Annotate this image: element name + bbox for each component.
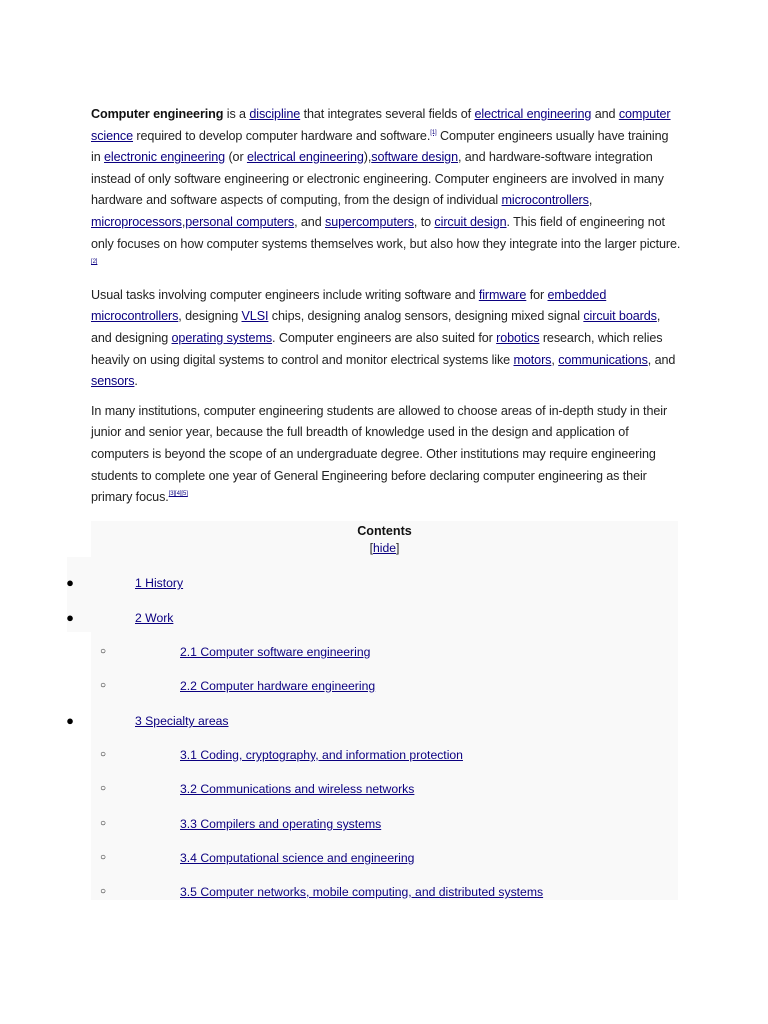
bullet-circle-icon: ○ [99,886,107,897]
link-circuit-boards[interactable]: circuit boards [583,309,657,324]
bullet-circle-icon: ○ [99,749,107,760]
toc-link-software-engineering[interactable]: 2.1 Computer software engineering [180,645,371,659]
text: . Computer engineers are also suited for [272,330,497,345]
citation-1[interactable]: [1] [430,129,437,136]
bracket-open: [ [369,541,373,555]
bullet-disc-icon: ● [66,713,74,728]
article-term: Computer engineering [91,107,224,121]
link-electrical-engineering[interactable]: electrical engineering [474,107,592,121]
bullet-circle-icon: ○ [99,818,107,829]
text: , [181,214,186,229]
toc-hide-toggle [91,539,678,557]
text: Computer engineers usually have training in [91,128,669,165]
text: is a [223,107,250,121]
text: , to [413,214,435,229]
link-microprocessors[interactable]: microprocessors [91,214,182,229]
text: , [551,352,559,367]
text: , designing [178,309,242,324]
toc-link-work[interactable]: 2 Work [135,611,174,625]
link-discipline[interactable]: discipline [249,107,301,121]
bullet-disc-icon: ● [66,575,74,590]
citation-2[interactable]: [2] [91,259,98,266]
bullet-circle-icon: ○ [99,783,107,794]
toc-link-specialty-areas[interactable]: 3 Specialty areas [135,714,229,728]
article-body [91,104,681,517]
bullet-disc-icon: ● [66,610,74,625]
toc-link-compilers-os[interactable]: 3.3 Compilers and operating systems [180,817,382,831]
toc-link-networks-mobile[interactable]: 3.5 Computer networks, mobile computing, and distributed systems [180,885,544,899]
link-microcontrollers-2[interactable]: microcontrollers [91,309,179,324]
link-communications[interactable]: communications [558,352,648,367]
toc-link-coding-cryptography[interactable]: 3.1 Coding, cryptography, and information protection [180,748,463,762]
text: (or [225,150,247,165]
text: for [526,287,548,302]
text: that integrates several fields of [300,107,475,121]
text: , and [647,352,676,367]
bracket-close: ] [396,541,400,555]
link-vlsi[interactable]: VLSI [241,309,269,324]
link-embedded[interactable]: embedded [547,287,607,302]
link-circuit-design[interactable]: circuit design [434,214,507,229]
text: Usual tasks involving computer engineers include writing software and [91,287,479,302]
link-motors[interactable]: motors [513,352,552,367]
text: . This field of engineering not only focuses on how computer systems themselves work, but also how they integrate into the larger picture. [91,214,681,251]
text: required to develop computer hardware and software. [133,128,431,143]
link-operating-systems[interactable]: operating systems [171,330,273,345]
toc-link-hardware-engineering[interactable]: 2.2 Computer hardware engineering [180,679,376,693]
text: , [588,193,593,208]
link-electrical-engineering-2[interactable]: electrical engineering [246,150,364,165]
bullet-circle-icon: ○ [99,646,107,657]
link-firmware[interactable]: firmware [478,287,527,302]
bullet-circle-icon: ○ [99,680,107,691]
link-supercomputers[interactable]: supercomputers [325,214,414,229]
link-software-design[interactable]: software design [371,150,458,165]
toc-link-computational-science[interactable]: 3.4 Computational science and engineering [180,851,415,865]
link-electronic-engineering[interactable]: electronic engineering [104,150,226,165]
institutions-paragraph [91,401,681,509]
text: . [134,374,138,389]
text: and [591,107,619,121]
toc-link-communications-wireless[interactable]: 3.2 Communications and wireless networks [180,782,415,796]
link-robotics[interactable]: robotics [496,330,540,345]
tasks-paragraph [91,285,681,393]
intro-paragraph [91,104,681,277]
link-sensors[interactable]: sensors [91,374,135,389]
text: research, which relies heavily on using digital systems to control and monitor electrical systems like [91,330,663,367]
toc-hide-link[interactable]: hide [372,541,397,555]
text: , and hardware-software integration instead of only software engineering or electronic engineering. Computer engineers are involved in many hardware and software aspects of computing, from the design of individual [91,150,664,208]
bullet-circle-icon: ○ [99,852,107,863]
citation-3-5[interactable]: [3][4][5] [168,491,188,498]
link-computer-science[interactable]: computer science [91,107,671,143]
text: , and designing [91,309,661,345]
link-personal-computers[interactable]: personal computers [185,214,295,229]
text: ), [363,150,372,165]
text: chips, designing analog sensors, designing mixed signal [268,309,584,324]
text: In many institutions, computer engineering students are allowed to choose areas of in-depth study in their junior and senior year, because the full breadth of knowledge used in the design and application of computers is beyond the scope of an undergraduate degree. Other institutions may require engineering students to complete one year of General Engineering before declaring computer engineering as their primary focus. [91,403,668,505]
text: , and [294,214,326,229]
toc-title: Contents [357,524,412,538]
toc-link-history[interactable]: 1 History [135,576,184,590]
link-microcontrollers[interactable]: microcontrollers [501,193,589,208]
